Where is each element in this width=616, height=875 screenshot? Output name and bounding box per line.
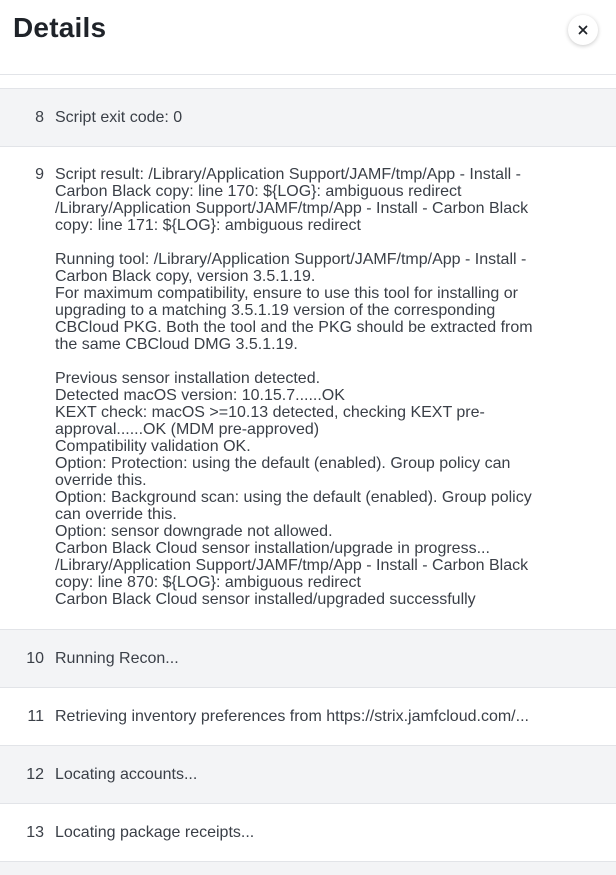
log-step-list	[0, 88, 616, 875]
step-message: Locating accounts...	[55, 766, 198, 783]
log-step-row	[0, 629, 616, 687]
step-message: Retrieving inventory preferences from https://strix.jamfcloud.com/...	[55, 708, 529, 725]
close-button[interactable]	[568, 15, 598, 45]
step-message: Script exit code: 0	[55, 109, 183, 126]
log-step-row	[0, 803, 616, 861]
step-number: 10	[26, 650, 44, 667]
log-step-row-partial	[0, 861, 616, 875]
page-title: Details	[13, 12, 107, 43]
step-message: Running Recon...	[55, 650, 179, 667]
step-number: 13	[26, 824, 44, 841]
step-number: 11	[27, 708, 44, 725]
log-step-row	[0, 88, 616, 146]
details-header	[0, 0, 616, 75]
step-number: 8	[35, 109, 44, 126]
step-number: 12	[26, 766, 44, 783]
step-message: Locating package receipts...	[55, 824, 255, 841]
close-icon	[578, 25, 588, 35]
log-step-row	[0, 745, 616, 803]
step-number: 9	[35, 166, 44, 183]
log-step-row	[0, 687, 616, 745]
log-step-row	[0, 146, 616, 629]
step-message: Script result: /Library/Application Support/JAMF/tmp/App - Install - Carbon Black copy: line 170: ${LOG}: ambiguous redirect /Library/Application Support/JAMF/tmp/App - Install - Carbon Black copy: line 171: ${LOG}: ambiguous redirect Running tool: /Library/Application Support/JAMF/tmp/App - Install - Carbon Black copy, version 3.5.1.19. For maximum compatibility, ensure to use this tool for installing or upgrading to a matching 3.5.1.19 version of the corresponding CBCloud PKG. Both the tool and the PKG should be extracted from the same CBCloud DMG 3.5.1.19. Previous sensor installation detected. Detected macOS version: 10.15.7......OK KEXT check: macOS >=10.13 detected, checking KEXT pre- approval......OK (MDM pre-approved) Compatibility validation OK. Option: Protection: using the default (enabled). Group policy can override this. Option: Background scan: using the default (enabled). Group policy can override this. Option: sensor downgrade not allowed. Carbon Black Cloud sensor installation/upgrade in progress... /Library/Application Support/JAMF/tmp/App - Install - Carbon Black copy: line 870: ${LOG}: ambiguous redirect Carbon Black Cloud sensor installed/upgraded successfully	[55, 166, 533, 608]
